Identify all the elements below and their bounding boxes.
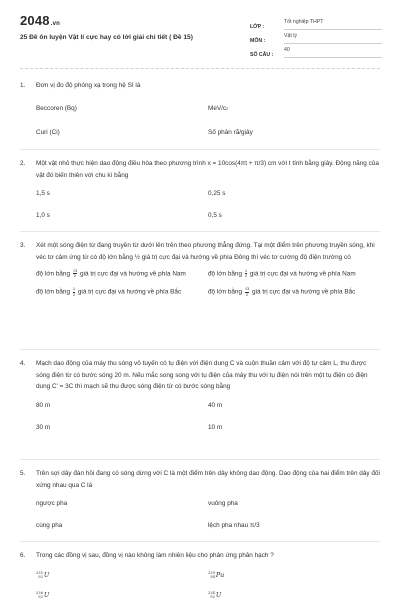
meta-subject: MÔN : Vật lý [250,30,382,44]
question-number: 2. [20,160,26,167]
answer-option[interactable]: 239 94 Pu [208,570,225,579]
page-title: 25 Đề ôn luyện Vật lí cực hay có lời giải chi tiết ( Đề 15) [20,34,193,41]
answer-option[interactable]: độ lớn bằng $\frac{√3}{2}$ giá trị cực đại và hướng về phía Bắc [208,286,356,297]
answer-option[interactable]: 234 92 U [208,590,222,599]
question-5 [20,460,380,542]
question-number: 5. [20,470,26,477]
answer-option[interactable]: cùng pha [36,522,63,529]
answer-option[interactable]: 235 92 U [36,570,50,579]
question-3 [20,232,380,350]
question-number: 6. [20,552,26,559]
answer-option[interactable]: độ lớn bằng $\frac{1}{2}$ giá trị cực đại và hướng về phía Nam [208,268,356,279]
answer-option[interactable]: lệch pha nhau π/3 [208,522,260,529]
answer-option[interactable]: 0,5 s [208,212,222,219]
meta-class: LỚP : Tốt nghiệp THPT [250,16,382,30]
question-stem: Trong các đồng vị sau, đồng vị nào không làm nhiên liệu cho phản ứng phân hạch ? [36,552,274,559]
page-header [0,0,400,64]
question-stem: Mạch dao động của máy thu sóng vô tuyến có tụ điện với điện dung C và cuộn thuần cảm với độ tự cảm L, thu được sóng điện từ có bước sóng 20 m. Nếu mắc song song với tụ điện của máy thu với tụ điện nói trên một tụ điện có điện dung C' = 3C thì mạch sẽ thu được sóng điện từ có bước sóng bằng [36,360,368,390]
question-list [20,80,380,600]
question-number: 1. [20,82,26,89]
answer-option[interactable]: 30 m [36,423,51,431]
answer-option[interactable]: 80 m [36,401,51,409]
question-stem: Trên sợi dây đàn hồi đang có sóng dừng với C là một điểm trên dây không dao động. Dao động của hai điểm trên dây đối xứng nhau qua C là [36,470,380,489]
answer-option[interactable]: 10 m [208,423,223,431]
answer-option[interactable]: độ lớn bằng $\frac{1}{2}$ giá trị cực đại và hướng về phía Bắc [36,286,182,297]
brand-logo[interactable]: 2048.vn [20,13,61,28]
answer-option[interactable]: 1,0 s [36,212,50,219]
answer-option[interactable]: 236 92 U [36,590,50,599]
answer-option[interactable]: MeV/c 2 [208,104,229,112]
answer-option[interactable]: vuông pha [208,500,238,507]
question-2 [20,150,380,232]
question-number: 4. [20,360,26,367]
question-stem: Đơn vị đo độ phóng xạ trong hệ SI là [36,82,141,89]
question-stem: Xét một sóng điện từ đang truyền từ dưới lên trên theo phương thẳng đứng. Tại một điểm trên phương truyền sóng, khi véc tơ cảm ứng từ có độ lớn bằng ½ giá trị cực đại và hướng về phía Đông thì véc tơ cường độ điện trường có [36,242,375,261]
question-stem: Một vật nhỏ thực hiện dao động điều hòa theo phương trình x = 10cos(4πt + π/3) cm với t tính bằng giây. Động năng của vật đó biến thiên với chu kì bằng [36,160,379,179]
answer-option[interactable]: ngược pha [36,500,68,507]
meta-question-count: SỐ CÂU : 40 [250,44,382,58]
question-6 [20,542,380,600]
question-number: 3. [20,242,26,249]
answer-option[interactable]: 40 m [208,401,223,409]
answer-option[interactable]: độ lớn bằng $\frac{√3}{2}$ giá trị cực đại và hướng về phía Nam [36,268,186,279]
answer-option[interactable]: Số phân rã/giây [208,128,253,136]
exam-meta [250,16,382,58]
question-1 [20,80,380,150]
answer-option[interactable]: Beccoren (Bq) [36,104,77,112]
answer-option[interactable]: 1,5 s [36,190,50,197]
answer-option[interactable]: Curi (Ci) [36,128,60,136]
question-4 [20,350,380,460]
header-divider [20,68,380,69]
answer-option[interactable]: 0,25 s [208,190,226,197]
